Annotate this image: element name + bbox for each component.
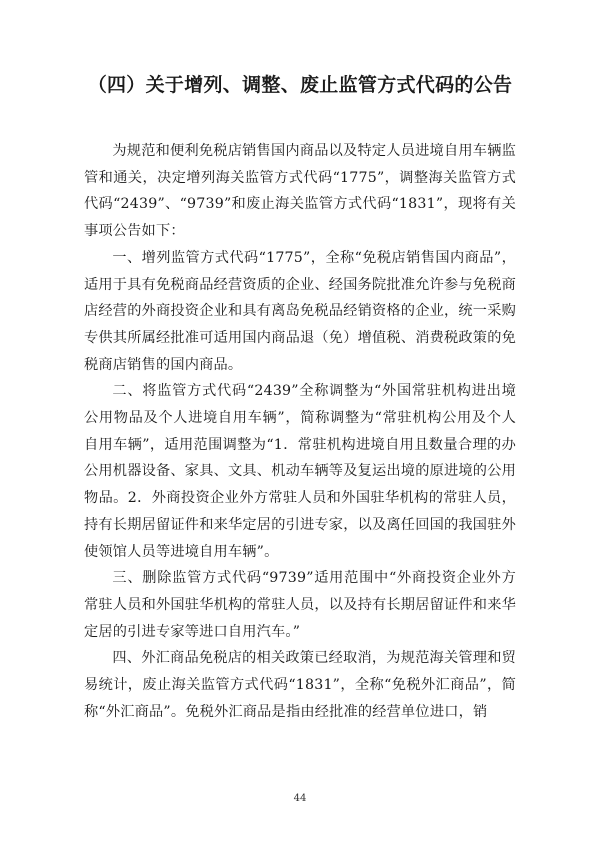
paragraph-item-4: 四、外汇商品免税店的相关政策已经取消，为规范海关管理和贸易统计，废止海关监管方式代码“1831”，全称“免税外汇商品”，简称“外汇商品”。免税外汇商品是指由经批准的经营单位进口，销 <box>84 650 516 720</box>
paragraph-item-2: 二、将监管方式代码“2439”全称调整为“外国常驻机构进出境公用物品及个人进境自用车辆”，简称调整为“常驻机构公用及个人自用车辆”，适用范围调整为“1．常驻机构进境自用且数量合理的办公用机器设备、家具、文具、机动车辆等及复运出境的原进境的公用物品。2．外商投资企业外方常驻人员和外国驻华机构的常驻人员，持有长期居留证件和来华定居的引进专家，以及离任回国的我国驻外使领馆人员等进境自用车辆”。 <box>84 383 516 560</box>
document-body <box>84 138 516 725</box>
page-number: 44 <box>293 793 307 804</box>
paragraph-intro: 为规范和便利免税店销售国内商品以及特定人员进境自用车辆监管和通关，决定增列海关监管方式代码“1775”，调整海关监管方式代码“2439”、“9739”和废止海关监管方式代码“1831”，现将有关事项公告如下： <box>84 143 516 240</box>
page-title: （四）关于增列、调整、废止监管方式代码的公告 <box>87 74 513 96</box>
paragraph-item-3: 三、删除监管方式代码“9739”适用范围中“外商投资企业外方常驻人员和外国驻华机构的常驻人员，以及持有长期居留证件和来华定居的引进专家等进口自用汽车。” <box>84 570 516 640</box>
paragraph-item-1: 一、增列监管方式代码“1775”，全称“免税店销售国内商品”，适用于具有免税商品经营资质的企业、经国务院批准允许参与免税商店经营的外商投资企业和具有离岛免税品经销资格的企业，统一采购专供其所属经批准可适用国内商品退（免）增值税、消费税政策的免税商店销售的国内商品。 <box>84 249 516 373</box>
